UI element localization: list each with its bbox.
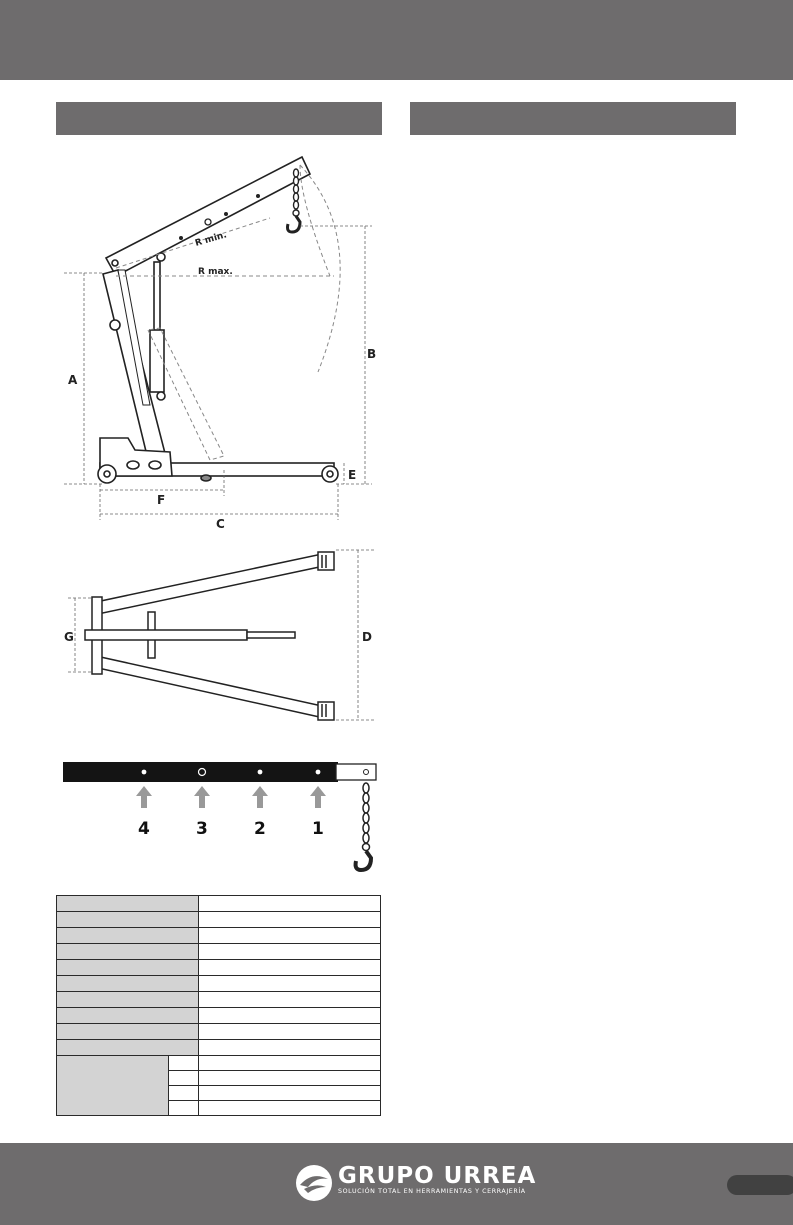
specification-table [56,895,381,1116]
brand-logo-icon [296,1165,332,1201]
dimension-b-label: B [367,347,377,361]
crane-top-view [85,552,334,720]
dimension-e-label: E [348,468,357,482]
dimension-g-label: G [64,630,74,644]
table-row [57,1008,380,1024]
table-row [57,912,380,928]
table-group-row [57,1056,380,1115]
table-row [57,928,380,944]
table-row [57,960,380,976]
brand-tagline: SOLUCIÓN TOTAL EN HERRAMIENTAS Y CERRAJERÍA [338,1188,526,1195]
r-min-label: R min. [194,230,228,249]
position-4-label: 4 [138,819,150,839]
brand-name: GRUPO URREA [338,1163,537,1189]
dimension-f-label: F [157,493,166,507]
dimension-a-label: A [68,373,78,387]
table-row [57,976,380,992]
page-number-badge [727,1175,793,1195]
table-row [57,1024,380,1040]
position-2-label: 2 [254,819,266,839]
dimension-c-label: C [216,517,225,531]
table-row [57,1040,380,1056]
dimension-d-label: D [362,630,372,644]
position-1-label: 1 [312,819,324,839]
crane-boom [106,157,310,276]
table-row [57,944,380,960]
r-max-label: R max. [198,267,233,277]
boom-position-diagram [63,762,376,870]
table-row [57,896,380,912]
position-3-label: 3 [196,819,208,839]
position-hook-chain [356,783,371,870]
hydraulic-ram-rod [154,262,160,332]
table-row [57,992,380,1008]
